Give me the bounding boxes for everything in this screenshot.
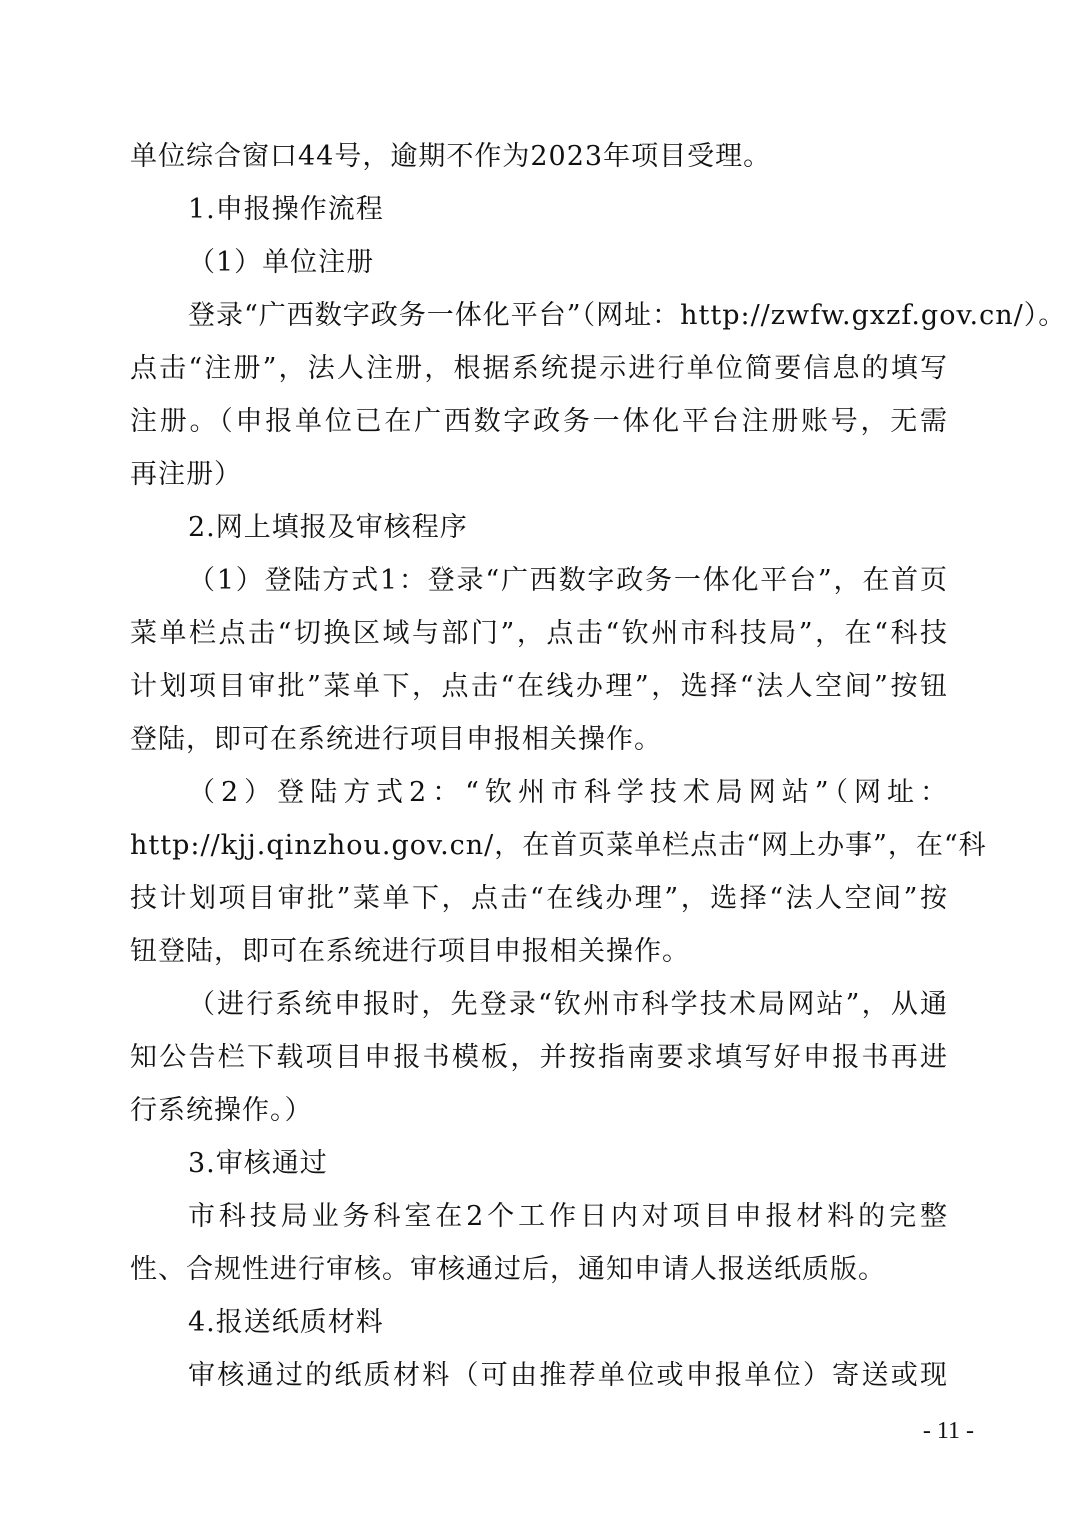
subsection-heading: （1）单位注册	[188, 247, 375, 278]
text-line: 钮登陆，即可在系统进行项目申报相关操作。	[130, 936, 690, 967]
text-line: 行系统操作。）	[130, 1095, 313, 1126]
text-line: 菜单栏点击“切换区域与部门”，点击“钦州市科技局”，在“科技	[130, 618, 948, 649]
page-number: - 11 -	[922, 1418, 974, 1444]
text-line: 审核通过的纸质材料（可由推荐单位或申报单位）寄送或现	[188, 1360, 948, 1391]
text-line: 计划项目审批”菜单下，点击“在线办理”，选择“法人空间”按钮	[130, 671, 948, 702]
section-heading: 1.申报操作流程	[188, 194, 384, 225]
text-line: 注册。（申报单位已在广西数字政务一体化平台注册账号，无需	[130, 406, 948, 437]
text-line: 再注册）	[130, 459, 242, 490]
text-line: 技计划项目审批”菜单下，点击“在线办理”，选择“法人空间”按	[130, 883, 948, 914]
document-body	[130, 130, 1067, 1402]
text-line: 登录“广西数字政务一体化平台”（网址：http://zwfw.gxzf.gov.cn/）。	[188, 300, 1067, 331]
text-line: 登陆，即可在系统进行项目申报相关操作。	[130, 724, 662, 755]
text-line: （1）登陆方式1：登录“广西数字政务一体化平台”，在首页	[188, 565, 948, 596]
text-line: http://kjj.qinzhou.gov.cn/，在首页菜单栏点击“网上办事”，在“科	[130, 830, 987, 861]
text-line: 知公告栏下载项目申报书模板，并按指南要求填写好申报书再进	[130, 1042, 948, 1073]
text-line: （2）登陆方式2：“钦州市科学技术局网站”（网址：	[188, 777, 948, 808]
section-heading: 3.审核通过	[188, 1148, 328, 1179]
section-heading: 2.网上填报及审核程序	[188, 512, 468, 543]
text-line: 市科技局业务科室在2个工作日内对项目申报材料的完整	[188, 1201, 948, 1232]
text-line: （进行系统申报时，先登录“钦州市科学技术局网站”，从通	[188, 989, 948, 1020]
section-heading: 4.报送纸质材料	[188, 1307, 384, 1338]
text-line: 性、合规性进行审核。审核通过后，通知申请人报送纸质版。	[130, 1254, 886, 1285]
text-line: 单位综合窗口44号，逾期不作为2023年项目受理。	[130, 141, 772, 172]
text-line: 点击“注册”，法人注册，根据系统提示进行单位简要信息的填写	[130, 353, 948, 384]
